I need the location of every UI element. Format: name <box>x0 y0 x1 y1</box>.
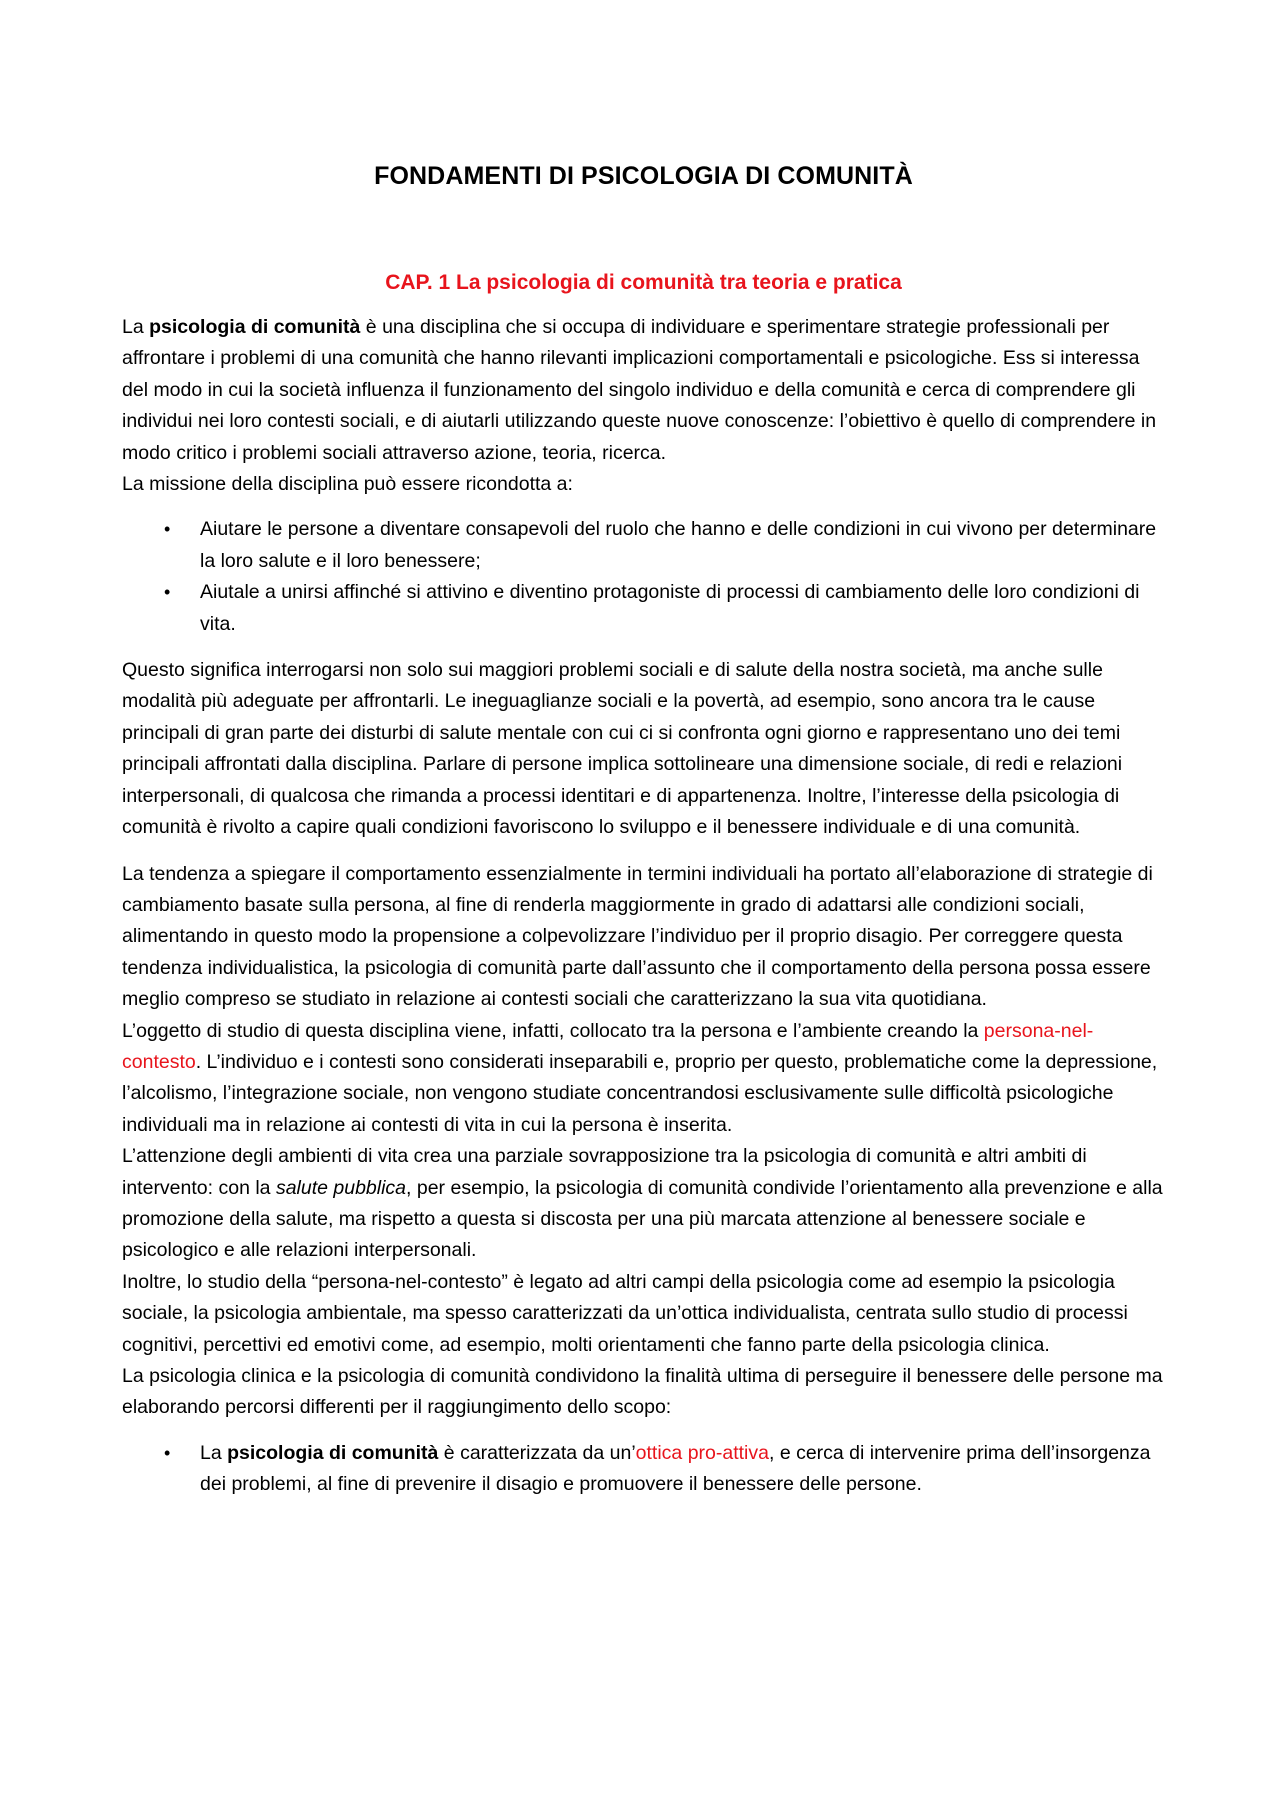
paragraph-intro <box>122 312 1165 469</box>
paragraph-social-problems: Questo significa interrogarsi non solo sui maggiori problemi sociali e di salute della nostra società, ma anche sulle modalità più adeguate per affrontarli. Le ineguaglianze sociali e la povertà, ad esempio, sono ancora tra le cause principali di gran parte dei disturbi di salute mentale con cui ci si confronta ogni giorno e rappresentano uno dei temi principali affrontati dalla disciplina. Parlare di persone implica sottolineare una dimensione sociale, di redi e relazioni interpersonali, di qualcosa che rimanda a processi identitari e di appartenenza. Inoltre, l’interesse della psicologia di comunità è rivolto a capire quali condizioni favoriscono lo sviluppo e il benessere individuale e di una comunità. <box>122 659 1123 839</box>
text-run: è caratterizzata da un’ <box>438 1441 636 1464</box>
list-item-text: Aiutale a unirsi affinché si attivino e diventino protagoniste di processi di cambiamento delle loro condizioni di vita. <box>200 581 1140 635</box>
italic-term: salute pubblica <box>275 1176 407 1199</box>
chapter-heading: CAP. 1 La psicologia di comunità tra teoria e pratica <box>385 271 902 294</box>
paragraph-individual-tendency: La tendenza a spiegare il comportamento essenzialmente in termini individuali ha portato all’elaborazione di strategie di cambiamento basate sulla persona, al fine di renderla maggiormente in grado di adattarsi alle condizioni sociali, alimentando in questo modo la propensione a colpevolizzare l’individuo per il proprio disagio. Per correggere questa tendenza individualistica, la psicologia di comunità parte dall’assunto che il comportamento della persona possa essere meglio compreso se studiato in relazione ai contesti sociali che caratterizzano la sua vita quotidiana. <box>122 862 1153 1011</box>
paragraph-mission: La missione della disciplina può essere ricondotta a: <box>122 473 573 496</box>
bullet-icon: • <box>164 519 171 540</box>
highlight-term: persona-nel-contesto <box>122 1019 1094 1073</box>
list-item <box>122 514 1165 577</box>
paragraph-object-of-study <box>122 1016 1165 1142</box>
bullet-icon: • <box>164 582 171 603</box>
list-item-text: Aiutare le persone a diventare consapevoli del ruolo che hanno e delle condizioni in cui vivono per determinare la loro salute e il loro benessere; <box>200 518 1157 572</box>
text-run: L’oggetto di studio di questa disciplina viene, infatti, collocato tra la persona e l’ambiente creando la <box>122 1019 984 1042</box>
bullet-list-mission <box>122 514 1165 640</box>
text-run: , e cerca di intervenire prima dell’insorgenza dei problemi, al fine di prevenire il disagio e promuovere il benessere delle persone. <box>200 1441 1151 1496</box>
text-run: è una disciplina che si occupa di individuare e sperimentare strategie professionali per affrontare i problemi di una comunità che hanno rilevanti implicazioni comportamentali e psicologiche. Ess si interessa del modo in cui la società influenza il funzionamento del singolo individuo e della comunità e cerca di comprendere gli individui nei loro contesti sociali, e di aiutarli utilizzando queste nuove conoscenze: l’obiettivo è quello di comprendere in modo critico i problemi sociali attraverso azione, teoria, ricerca. <box>122 316 1157 464</box>
text-run: La <box>122 316 150 338</box>
text-run: . L’individuo e i contesti sono considerati inseparabili e, proprio per questo, problematiche come la depressione, l’alcolismo, l’integrazione sociale, non vengono studiate concentrandosi esclusivamente sulle difficoltà psicologiche individuali ma in relazione ai contesti di vita in cui la persona è inserita. <box>122 1050 1158 1136</box>
paragraph-public-health <box>122 1141 1165 1267</box>
document-title: FONDAMENTI DI PSICOLOGIA DI COMUNITÀ <box>374 162 913 190</box>
paragraph-other-fields: Inoltre, lo studio della “persona-nel-contesto” è legato ad altri campi della psicologia come ad esempio la psicologia sociale, la psicologia ambientale, ma spesso caratterizzati da un’ottica individualista, centrata sullo studio di processi cognitivi, percettivi ed emotivi come, ad esempio, molti orientamenti che fanno parte della psicologia clinica. <box>122 1270 1128 1356</box>
text-run: L’attenzione degli ambienti di vita crea una parziale sovrapposizione tra la psicologia di comunità e altri ambiti di intervento: con la <box>122 1145 1087 1199</box>
highlight-term: ottica pro-attiva <box>635 1441 769 1464</box>
bold-term: psicologia di comunità <box>227 1441 439 1464</box>
text-run: La <box>200 1441 228 1464</box>
bullet-list-comparison <box>122 1438 1165 1501</box>
list-item <box>122 577 1165 640</box>
paragraph-clinical-comparison: La psicologia clinica e la psicologia di comunità condividono la finalità ultima di perseguire il benessere delle persone ma elaborando percorsi differenti per il raggiungimento dello scopo: <box>122 1365 1163 1419</box>
bold-term: psicologia di comunità <box>149 316 361 338</box>
list-item <box>122 1438 1165 1501</box>
text-run: , per esempio, la psicologia di comunità condivide l’orientamento alla prevenzione e alla promozione della salute, ma rispetto a questa si discosta per una più marcata attenzione al benessere sociale e psicologico e alle relazioni interpersonali. <box>122 1176 1163 1262</box>
bullet-icon: • <box>164 1442 171 1463</box>
